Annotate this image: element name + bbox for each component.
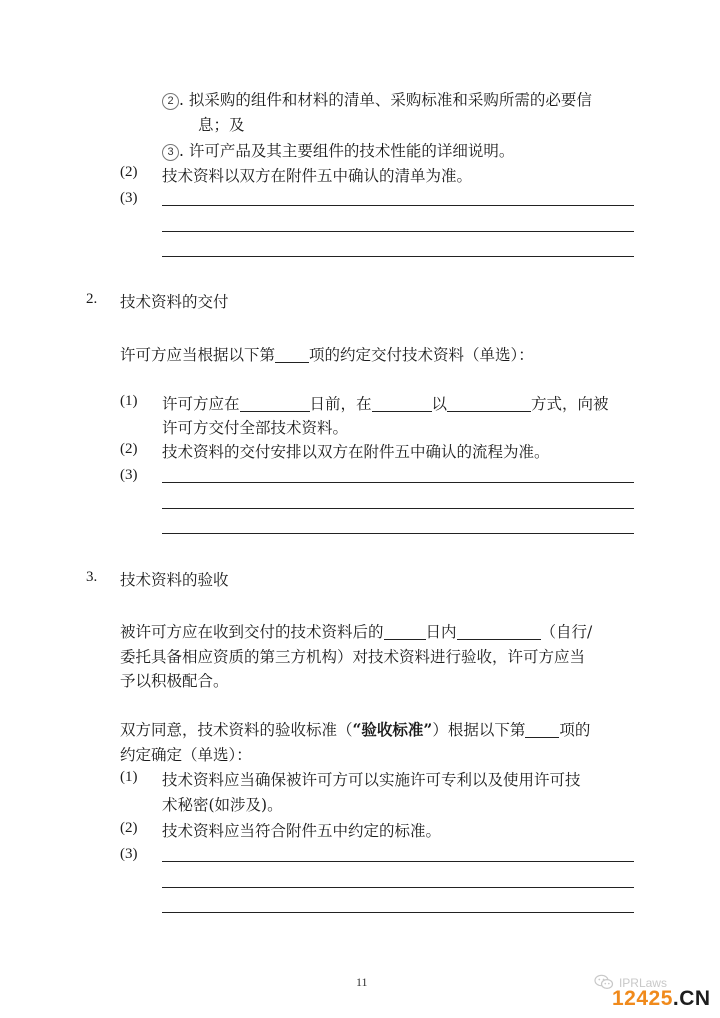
blank-line[interactable] [162, 482, 634, 483]
section-heading: 技术资料的交付 [120, 293, 229, 311]
method-blank[interactable] [447, 396, 531, 412]
paragraph-line: 委托具备相应资质的第三方机构）对技术资料进行验收，许可方应当 [120, 648, 586, 666]
date-blank[interactable] [240, 396, 310, 412]
option-text-continuation: 许可方交付全部技术资料。 [162, 419, 349, 437]
option-text-continuation: 术秘密(如涉及)。 [162, 796, 283, 814]
page-number: 11 [356, 975, 368, 989]
defined-term: “验收标准” [352, 720, 433, 739]
text: （自行/ [540, 623, 593, 641]
circled-number: 3 [162, 144, 179, 161]
option-marker: (3) [120, 190, 138, 206]
option-text: 技术资料以双方在附件五中确认的清单为准。 [162, 167, 473, 185]
blank-line[interactable] [162, 533, 634, 534]
place-blank[interactable] [372, 396, 432, 412]
text: 许可方应在 [162, 395, 240, 413]
sub-item-text: . 许可产品及其主要组件的技术性能的详细说明。 [179, 142, 515, 160]
logo-suffix: .CN [672, 987, 711, 1010]
blank-line[interactable] [162, 508, 634, 509]
section-intro [120, 343, 534, 365]
option-marker: (1) [120, 769, 138, 785]
option-text: 技术资料的交付安排以双方在附件五中确认的流程为准。 [162, 443, 550, 461]
sub-item-text: . 拟采购的组件和材料的清单、采购标准和采购所需的必要信 [179, 91, 592, 109]
option-marker: (2) [120, 441, 138, 457]
text: 双方同意，技术资料的验收标准（ [120, 721, 353, 739]
text: ）根据以下第 [432, 721, 526, 739]
blank-line[interactable] [162, 887, 634, 888]
option-text: 技术资料应当确保被许可方可以实施许可专利以及使用许可技 [162, 771, 581, 789]
days-blank[interactable] [384, 624, 426, 640]
choice-blank[interactable] [275, 347, 309, 363]
circled-number: 2 [162, 93, 179, 110]
paragraph-line: 约定确定（单选）： [120, 746, 252, 764]
text: 方式，向被 [531, 395, 609, 413]
blank-line[interactable] [162, 861, 634, 862]
watermark-account: IPRLaws [618, 976, 667, 990]
paragraph-line [120, 718, 590, 740]
sub-item-3 [162, 139, 514, 161]
site-logo [612, 987, 711, 1011]
text: 项的 [559, 721, 591, 739]
option-marker: (3) [120, 467, 138, 483]
section-number: 2. [86, 291, 98, 307]
option-text: 技术资料应当符合附件五中约定的标准。 [162, 822, 442, 840]
option-marker: (2) [120, 820, 138, 836]
choice-blank[interactable] [525, 722, 559, 738]
text: 项的约定交付技术资料（单选）： [309, 346, 534, 364]
text: 日前，在 [309, 395, 372, 413]
option-text [162, 392, 609, 414]
section-heading: 技术资料的验收 [120, 571, 229, 589]
text: 被许可方应在收到交付的技术资料后的 [120, 623, 384, 641]
blank-line[interactable] [162, 205, 634, 206]
blank-line[interactable] [162, 912, 634, 913]
paragraph-line [120, 620, 592, 642]
option-marker: (1) [120, 393, 138, 409]
wechat-icon [594, 974, 614, 990]
blank-line[interactable] [162, 231, 634, 232]
option-marker: (2) [120, 164, 138, 180]
option-marker: (3) [120, 846, 138, 862]
text: 以 [431, 395, 448, 413]
logo-digits: 12425 [612, 987, 673, 1010]
section-number: 3. [86, 569, 98, 585]
text: 许可方应当根据以下第 [120, 346, 276, 364]
sub-item-2 [162, 88, 592, 110]
sub-item-2-continuation: 息；及 [198, 116, 245, 134]
paragraph-line: 予以积极配合。 [120, 672, 229, 690]
party-blank[interactable] [457, 624, 541, 640]
text: 日内 [425, 623, 457, 641]
blank-line[interactable] [162, 256, 634, 257]
